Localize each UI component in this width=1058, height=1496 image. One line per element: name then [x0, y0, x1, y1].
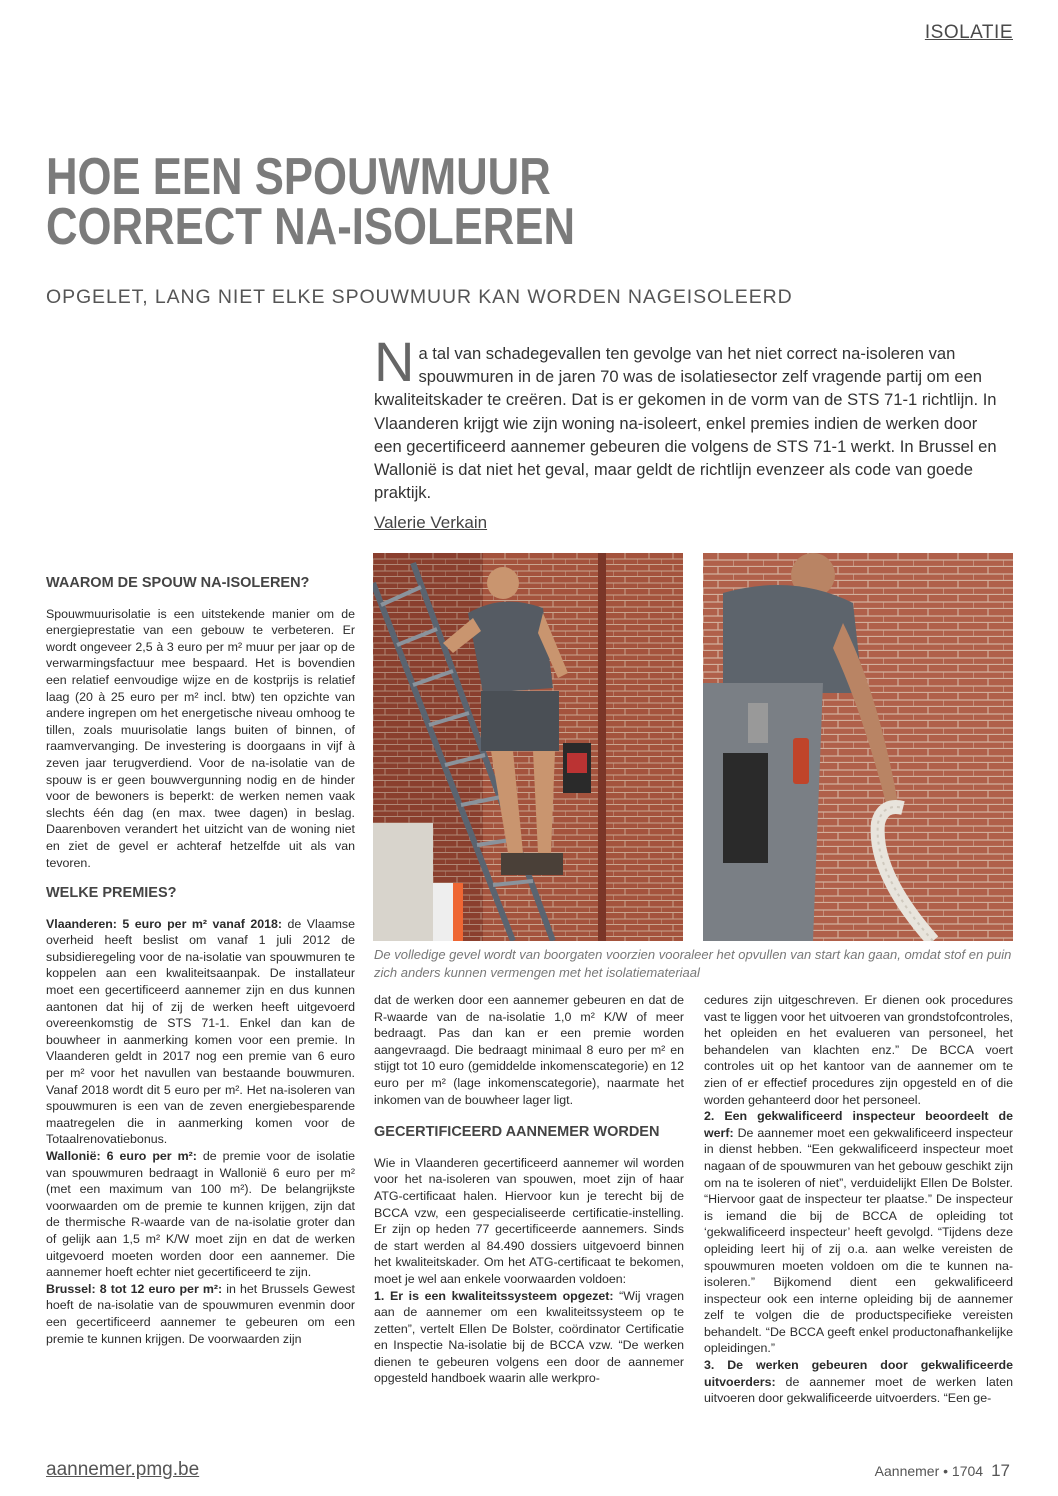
lead-vlaanderen: Vlaanderen: 5 euro per m² vanaf 2018: [46, 916, 283, 931]
paragraph-waarom: Spouwmuurisolatie is een uitstekende manier om de energieprestatie van een gebouw te verbeteren. Er wordt ongeveer 2,5 à 3 euro per m² muur per jaar op de verwarmingsfactuur mee bespaard. Het is bovendien een relatief eenvoudige wijze en de kostprijs is relatief laag (20 à 25 euro per m² incl. btw) ten opzichte van andere ingrepen om het energetische niveau omhoog te tillen, zoals muurisolatie langs buiten of binnen, of raamvervanging. De investering is doorgaans in vijf à zeven jaar terugverdiend. Voor de na-isolatie van de spouw is er geen bouwvergunning nodig en de hinder voor de bewoners is beperkt: de werken nemen vaak slechts één dag (en max. twee dagen) in beslag. Daarenboven verandert het uitzicht van de woning niet en ziet de gevel er achteraf hetzelfde uit als van tevoren. [46, 606, 355, 870]
text-brussel: in het Brussels Gewest hoeft de na-isolatie van de spouwmuren evenmin door een gecertificeerd aannemer te gebeuren om een premie te kunnen krijgen. De voorwaarden zijn [46, 1281, 355, 1346]
title-line-1: HOE EEN SPOUWMUUR [46, 148, 551, 206]
intro-paragraph [374, 330, 1006, 504]
lead-brussel: Brussel: 8 tot 12 euro per m²: [46, 1281, 223, 1296]
paragraph-wallonie [46, 1148, 355, 1281]
heading-waarom: WAAROM DE SPOUW NA-ISOLEREN? [46, 575, 310, 591]
article-title [46, 148, 584, 256]
page-number: 17 [991, 1461, 1010, 1480]
paragraph-brussel-continued: dat de werken door een aannemer gebeuren en dat de R-waarde van de na-isolatie 1,0 m² K/W of meer bedraagt. Pas dan kan er een premie worden aangevraagd. Die bedraagt minimaal 8 euro per m² en stijgt tot 10 euro (gemiddelde inkomenscategorie) en 12 euro per m² (lage inkomenscategorie), naarmate het inkomen van de bouwheer lager ligt. [374, 993, 684, 1107]
heading-premies: WELKE PREMIES? [46, 885, 177, 902]
text-kwaliteitssysteem: “Wij vragen aan de aannemer om een kwaliteitssysteem op te zetten”, vertelt Ellen De Bolster, coördinator Certificatie en Inspectie Na-isolatie bij de BCCA vzw. “De werken dienen te gebeuren volgens een door de aannemer opgesteld handboek waarin alle werkpro- [374, 1288, 684, 1386]
paragraph-brussel [46, 1281, 355, 1347]
ladder-photo-illustration [373, 553, 683, 941]
title-line-2: CORRECT NA-ISOLEREN [46, 198, 576, 256]
lead-uitvoerders: 3. De werken gebeuren door gekwalificeerde uitvoerders: [704, 1358, 1013, 1389]
footer-issue [875, 1461, 1010, 1481]
paragraph-procedures: cedures zijn uitgeschreven. Er dienen ook procedures vast te liggen voor het uitvoeren van grondstofcontroles, het opleiden en het evalueren van personeel, het behandelen van klachten enz.” De BCCA voert controles uit op het kantoor van de aannemer om te zien of er effectief procedures zijn opgesteld en of die worden gehanteerd door het personeel. [704, 993, 1013, 1107]
lead-wallonie: Wallonië: 6 euro per m²: [46, 1149, 197, 1163]
photo-worker-insulating-wall [703, 553, 1013, 941]
paragraph-kwaliteitssysteem [374, 1288, 684, 1388]
paragraph-vlaanderen [46, 916, 355, 1148]
insulation-photo-illustration [703, 553, 1013, 941]
issue-label: Aannemer • 1704 [874, 1463, 984, 1479]
intro-text: a tal van schadegevallen ten gevolge van het niet correct na-isoleren van spouwmuren in de jaren 70 was de isolatiesector zelf vragende partij om een kwaliteitskader te creëren. Dat is er gekomen in de vorm van de STS 71-1 richtlijn. In Vlaanderen krijgt wie zijn woning na-isoleert, enkel premies indien de werken door een gecertificeerd aannemer gebeuren die volgens de STS 71-1 werkt. In Brussel en Wallonië is dat niet het geval, maar geldt de richtlijn evenzeer als code van goede praktijk. [374, 344, 997, 503]
text-wallonie: de premie voor de isolatie van spouwmuren bedraagt in Wallonië 6 euro per m² (met een maximum van 100 m²). De belangrijkste voorwaarden om de premie te kunnen krijgen, zijn dat de thermische R-waarde van de na-isolatie groter dan of gelijk aan 1,5 m² K/W moet zijn en dat de werken uitgevoerd moeten worden door een aannemer. Die aannemer hoeft echter niet gecertificeerd te zijn. [46, 1149, 356, 1280]
photo-caption: De volledige gevel wordt van boorgaten voorzien vooraleer het opvullen van start kan gaan, omdat stof en puin zich anders kunnen vermengen met het isolatiemateriaal [374, 947, 1012, 980]
column-3 [704, 992, 1013, 1407]
section-tag: ISOLATIE [924, 22, 1013, 43]
text-inspecteur: De aannemer moet een gekwalificeerd inspecteur in dienst hebben. “Een gekwalificeerd inspecteur moet nagaan of de spouwmuren van het gebouw geschikt zijn om na te isoleren of niet”, verduidelijkt Ellen De Bolster. “Hiervoor gaat de inspecteur ter plaatse.” De inspecteur is iemand die bij de BCCA de opleiding tot ‘gekwalificeerd inspecteur’ heeft gevolgd. “Tijdens deze opleiding leert hij of zij o.a. aan welke vereisten de spouwmuren moeten voldoen om die te kunnen na-isoleren.” Bijkomend dient een gekwalificeerd inspecteur ook een interne opleiding bij de aannemer zelf te volgen die de productspecifieke vereisten behandelt. “De BCCA geeft enkel productonafhankelijke opleidingen.” [704, 1125, 1013, 1356]
footer-website-link[interactable]: aannemer.pmg.be [46, 1459, 200, 1480]
paragraph-inspecteur [704, 1108, 1013, 1357]
text-uitvoerders: de aannemer moet de werken laten uitvoeren door gekwalificeerde uitvoerders. “Een ge- [704, 1374, 1013, 1406]
paragraph-gecertificeerd: Wie in Vlaanderen gecertificeerd aannemer wil worden voor het na-isoleren van spouwen, moet zijn of haar ATG-certificaat halen. Hiervoor kun je terecht bij de BCCA vzw, een gespecialiseerde certificatie-instelling. Er zijn op heden 77 gecertificeerde aannemers. Sinds de start werden al 84.490 dossiers uitgevoerd binnen het kwaliteitskader. Om het ATG-certificaat te bekomen, moet je wel aan enkele voorwaarden voldoen: [374, 1155, 684, 1286]
article-subtitle: OPGELET, LANG NIET ELKE SPOUWMUUR KAN WORDEN NAGEISOLEERD [46, 286, 793, 308]
heading-gecertificeerd: GECERTIFICEERD AANNEMER WORDEN [374, 1124, 660, 1141]
lead-inspecteur: 2. Een gekwalificeerd inspecteur beoordeelt de werf: [704, 1109, 1013, 1140]
author-byline: Valerie Verkain [374, 513, 488, 532]
lead-kwaliteitssysteem: 1. Er is een kwaliteitssysteem opgezet: [374, 1288, 614, 1303]
photo-worker-on-ladder [373, 553, 683, 941]
column-1 [46, 575, 355, 1347]
drop-cap: N [374, 330, 415, 393]
paragraph-uitvoerders [704, 1357, 1013, 1407]
column-2 [374, 992, 684, 1387]
text-vlaanderen: de Vlaamse overheid heeft beslist om vanaf 1 juli 2012 de subsidieregeling voor de na-isolatie van spouwmuren te koppelen aan een kwaliteitsaanpak. De installateur moet een gecertificeerd aannemer zijn en dus kunnen aantonen dat hij of zij de werken heeft uitgevoerd overeenkomstig de STS 71-1. Enkel dan kan de bouwheer in aanmerking komen voor een premie. In Vlaanderen geldt in 2017 nog een premie van 6 euro per m² voor het navullen van bestaande bouwmuren. Vanaf 2018 wordt dit 5 euro per m². Het na-isoleren van spouwmuren is een van de zeven energiebesparende maatregelen die in aanmerking komen voor de Totaalrenovatiebonus. [46, 916, 355, 1147]
